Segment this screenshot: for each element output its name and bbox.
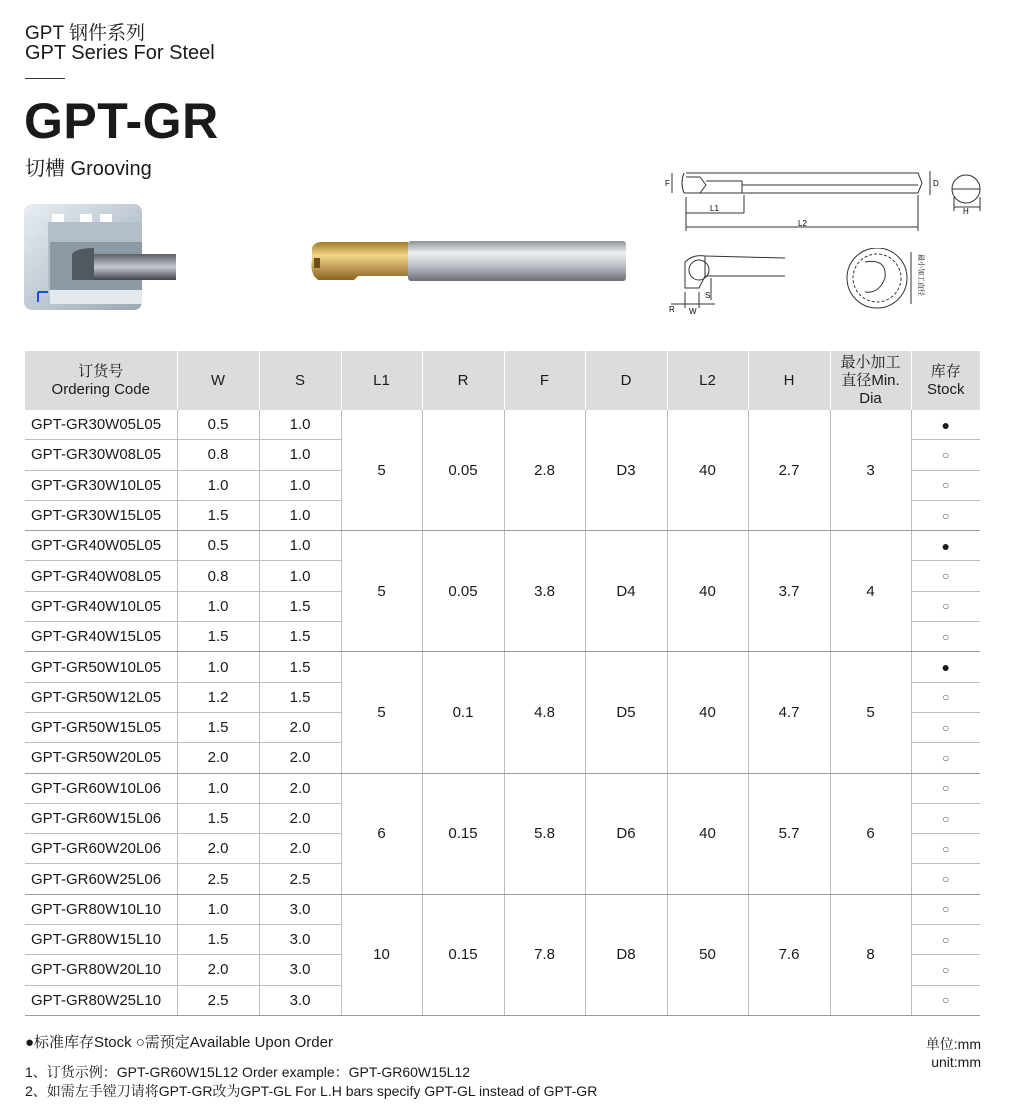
w-cell: 1.0 bbox=[177, 591, 259, 621]
ordering-code-cell: GPT-GR60W20L06 bbox=[25, 834, 177, 864]
order-example-note: 1、订货示例：GPT-GR60W15L12 Order example：GPT-GR60W15L12 bbox=[25, 1064, 471, 1080]
s-cell: 1.0 bbox=[259, 561, 341, 591]
w-cell: 2.0 bbox=[177, 743, 259, 773]
w-cell: 0.8 bbox=[177, 561, 259, 591]
dim-label-F: F bbox=[665, 179, 670, 188]
column-header-line: 库存 bbox=[930, 362, 961, 380]
ordering-code-cell: GPT-GR30W10L05 bbox=[25, 470, 177, 500]
column-header-line: L1 bbox=[373, 371, 390, 389]
dim-label-L1: L1 bbox=[710, 204, 719, 213]
column-header bbox=[259, 351, 341, 410]
w-cell: 1.5 bbox=[177, 500, 259, 530]
ordering-code-cell: GPT-GR50W12L05 bbox=[25, 682, 177, 712]
stock-indicator: ○ bbox=[911, 712, 980, 742]
h-cell: 4.7 bbox=[748, 652, 830, 773]
s-cell: 1.5 bbox=[259, 652, 341, 682]
column-header-line: W bbox=[210, 371, 226, 389]
table-row bbox=[25, 652, 980, 682]
dim-label-D: D bbox=[933, 179, 939, 188]
table-row bbox=[25, 531, 980, 561]
table-row bbox=[25, 894, 980, 924]
d-cell: D8 bbox=[585, 894, 667, 1015]
stock-indicator: ○ bbox=[911, 743, 980, 773]
w-cell: 2.5 bbox=[177, 864, 259, 894]
l1-cell: 5 bbox=[341, 410, 422, 531]
ordering-code-cell: GPT-GR80W20L10 bbox=[25, 955, 177, 985]
s-cell: 1.0 bbox=[259, 531, 341, 561]
stock-indicator: ○ bbox=[911, 591, 980, 621]
left-hand-note: 2、如需左手镗刀请将GPT-GR改为GPT-GL For L.H bars specify GPT-GL instead of GPT-GR bbox=[25, 1083, 598, 1099]
s-cell: 2.0 bbox=[259, 803, 341, 833]
w-cell: 2.0 bbox=[177, 834, 259, 864]
column-header-line: H bbox=[783, 371, 795, 389]
w-cell: 1.5 bbox=[177, 803, 259, 833]
unit-en: unit:mm bbox=[931, 1054, 981, 1070]
w-cell: 2.0 bbox=[177, 955, 259, 985]
w-cell: 1.0 bbox=[177, 894, 259, 924]
unit-cn: 单位:mm bbox=[925, 1036, 981, 1052]
stock-legend: ●标准库存Stock ○需预定Available Upon Order bbox=[25, 1034, 333, 1051]
model-title: GPT-GR bbox=[24, 93, 219, 149]
w-cell: 1.5 bbox=[177, 925, 259, 955]
w-cell: 2.5 bbox=[177, 985, 259, 1015]
ordering-code-cell: GPT-GR40W10L05 bbox=[25, 591, 177, 621]
w-cell: 0.8 bbox=[177, 440, 259, 470]
ordering-code-cell: GPT-GR80W10L10 bbox=[25, 894, 177, 924]
dim-label-R: R bbox=[669, 305, 675, 314]
dim-label-W: W bbox=[689, 307, 697, 316]
min-dia-cell: 4 bbox=[830, 531, 911, 652]
s-cell: 2.0 bbox=[259, 773, 341, 803]
w-cell: 1.0 bbox=[177, 773, 259, 803]
table-row bbox=[25, 773, 980, 803]
ordering-code-cell: GPT-GR40W05L05 bbox=[25, 531, 177, 561]
s-cell: 1.5 bbox=[259, 682, 341, 712]
f-cell: 3.8 bbox=[504, 531, 585, 652]
stock-indicator: ○ bbox=[911, 925, 980, 955]
s-cell: 2.0 bbox=[259, 743, 341, 773]
table-row bbox=[25, 410, 980, 440]
unit-note bbox=[926, 1035, 981, 1071]
l1-cell: 10 bbox=[341, 894, 422, 1015]
s-cell: 1.0 bbox=[259, 440, 341, 470]
ordering-code-cell: GPT-GR60W25L06 bbox=[25, 864, 177, 894]
column-header-line: S bbox=[294, 371, 305, 389]
w-cell: 0.5 bbox=[177, 410, 259, 440]
d-cell: D6 bbox=[585, 773, 667, 894]
stock-indicator: ○ bbox=[911, 864, 980, 894]
h-cell: 7.6 bbox=[748, 894, 830, 1015]
dim-label-S: S bbox=[705, 291, 711, 300]
l1-cell: 5 bbox=[341, 531, 422, 652]
stock-indicator: ○ bbox=[911, 682, 980, 712]
w-cell: 0.5 bbox=[177, 531, 259, 561]
tool-product-image bbox=[308, 238, 630, 284]
model-subtitle: 切槽 Grooving bbox=[25, 158, 152, 180]
r-cell: 0.1 bbox=[422, 652, 504, 773]
stock-indicator: ○ bbox=[911, 622, 980, 652]
stock-indicator: ○ bbox=[911, 955, 980, 985]
w-cell: 1.5 bbox=[177, 712, 259, 742]
stock-indicator: ● bbox=[911, 652, 980, 682]
l1-cell: 6 bbox=[341, 773, 422, 894]
stock-indicator: ● bbox=[911, 410, 980, 440]
s-cell: 2.0 bbox=[259, 834, 341, 864]
r-cell: 0.05 bbox=[422, 531, 504, 652]
s-cell: 1.5 bbox=[259, 622, 341, 652]
w-cell: 1.0 bbox=[177, 652, 259, 682]
f-cell: 7.8 bbox=[504, 894, 585, 1015]
r-cell: 0.05 bbox=[422, 410, 504, 531]
stock-indicator: ○ bbox=[911, 500, 980, 530]
series-title-cn: GPT 钢件系列 bbox=[25, 23, 145, 44]
d-cell: D5 bbox=[585, 652, 667, 773]
grooving-application-illustration bbox=[24, 204, 176, 310]
h-cell: 3.7 bbox=[748, 531, 830, 652]
min-dia-cell: 5 bbox=[830, 652, 911, 773]
column-header-line: D bbox=[620, 371, 632, 389]
min-dia-cell: 6 bbox=[830, 773, 911, 894]
ordering-code-cell: GPT-GR30W05L05 bbox=[25, 410, 177, 440]
ordering-code-cell: GPT-GR40W15L05 bbox=[25, 622, 177, 652]
s-cell: 3.0 bbox=[259, 985, 341, 1015]
column-header-line: 最小加工 bbox=[840, 353, 901, 371]
column-header bbox=[667, 351, 748, 410]
stock-indicator: ○ bbox=[911, 834, 980, 864]
column-header bbox=[25, 351, 177, 410]
l1-cell: 5 bbox=[341, 652, 422, 773]
s-cell: 3.0 bbox=[259, 894, 341, 924]
ordering-code-cell: GPT-GR60W10L06 bbox=[25, 773, 177, 803]
s-cell: 1.5 bbox=[259, 591, 341, 621]
stock-indicator: ○ bbox=[911, 440, 980, 470]
h-cell: 5.7 bbox=[748, 773, 830, 894]
l2-cell: 40 bbox=[667, 652, 748, 773]
s-cell: 3.0 bbox=[259, 955, 341, 985]
dimension-drawing-head-detail bbox=[665, 248, 930, 318]
dim-label-H: H bbox=[963, 207, 969, 216]
s-cell: 2.5 bbox=[259, 864, 341, 894]
l2-cell: 40 bbox=[667, 773, 748, 894]
stock-indicator: ○ bbox=[911, 803, 980, 833]
column-header bbox=[177, 351, 259, 410]
column-header bbox=[341, 351, 422, 410]
h-cell: 2.7 bbox=[748, 410, 830, 531]
dim-label-L2: L2 bbox=[798, 219, 807, 228]
s-cell: 1.0 bbox=[259, 500, 341, 530]
ordering-code-cell: GPT-GR50W10L05 bbox=[25, 652, 177, 682]
column-header-line: Stock bbox=[926, 380, 965, 398]
f-cell: 5.8 bbox=[504, 773, 585, 894]
table-header-row bbox=[25, 351, 980, 410]
ordering-code-cell: GPT-GR50W20L05 bbox=[25, 743, 177, 773]
min-dia-cell: 3 bbox=[830, 410, 911, 531]
column-header-line: 订货号 bbox=[78, 362, 124, 380]
s-cell: 3.0 bbox=[259, 925, 341, 955]
ordering-code-cell: GPT-GR30W15L05 bbox=[25, 500, 177, 530]
ordering-code-cell: GPT-GR40W08L05 bbox=[25, 561, 177, 591]
s-cell: 1.0 bbox=[259, 410, 341, 440]
column-header bbox=[585, 351, 667, 410]
l2-cell: 40 bbox=[667, 410, 748, 531]
column-header bbox=[911, 351, 980, 410]
l2-cell: 50 bbox=[667, 894, 748, 1015]
column-header-line: 直径Min. bbox=[841, 371, 900, 389]
min-dia-cell: 8 bbox=[830, 894, 911, 1015]
column-header-line: L2 bbox=[699, 371, 716, 389]
dim-label-min-dia: 最小加工直径 bbox=[917, 254, 925, 296]
l2-cell: 40 bbox=[667, 531, 748, 652]
r-cell: 0.15 bbox=[422, 773, 504, 894]
f-cell: 4.8 bbox=[504, 652, 585, 773]
column-header bbox=[422, 351, 504, 410]
stock-indicator: ○ bbox=[911, 894, 980, 924]
ordering-code-cell: GPT-GR80W25L10 bbox=[25, 985, 177, 1015]
series-title-en: GPT Series For Steel bbox=[25, 42, 215, 64]
stock-indicator: ○ bbox=[911, 773, 980, 803]
column-header bbox=[830, 351, 911, 410]
stock-indicator: ● bbox=[911, 531, 980, 561]
stock-indicator: ○ bbox=[911, 985, 980, 1015]
column-header-line: R bbox=[457, 371, 469, 389]
s-cell: 1.0 bbox=[259, 470, 341, 500]
d-cell: D3 bbox=[585, 410, 667, 531]
column-header bbox=[748, 351, 830, 410]
ordering-code-cell: GPT-GR30W08L05 bbox=[25, 440, 177, 470]
column-header bbox=[504, 351, 585, 410]
column-header-line: Dia bbox=[859, 389, 882, 407]
r-cell: 0.15 bbox=[422, 894, 504, 1015]
stock-indicator: ○ bbox=[911, 470, 980, 500]
s-cell: 2.0 bbox=[259, 712, 341, 742]
ordering-spec-table bbox=[25, 351, 980, 1016]
stock-indicator: ○ bbox=[911, 561, 980, 591]
title-divider bbox=[25, 78, 65, 79]
dimension-drawing-side-view bbox=[660, 163, 990, 235]
column-header-line: F bbox=[539, 371, 550, 389]
ordering-code-cell: GPT-GR50W15L05 bbox=[25, 712, 177, 742]
w-cell: 1.5 bbox=[177, 622, 259, 652]
ordering-code-cell: GPT-GR80W15L10 bbox=[25, 925, 177, 955]
f-cell: 2.8 bbox=[504, 410, 585, 531]
d-cell: D4 bbox=[585, 531, 667, 652]
ordering-code-cell: GPT-GR60W15L06 bbox=[25, 803, 177, 833]
w-cell: 1.2 bbox=[177, 682, 259, 712]
w-cell: 1.0 bbox=[177, 470, 259, 500]
column-header-line: Ordering Code bbox=[51, 380, 150, 398]
